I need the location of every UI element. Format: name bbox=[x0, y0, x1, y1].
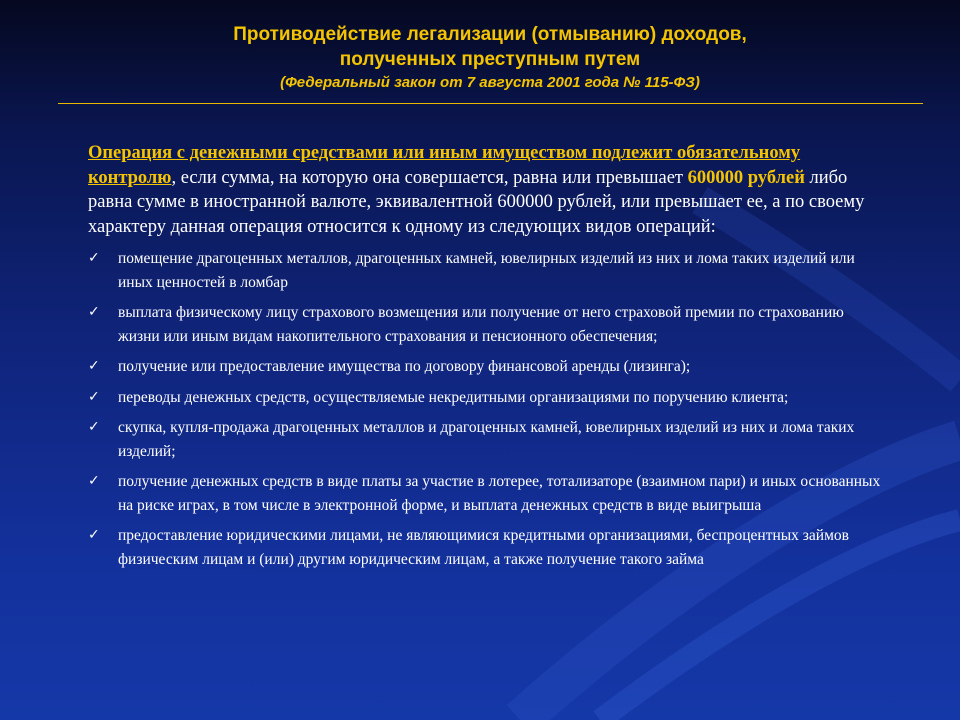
slide-title bbox=[60, 22, 920, 93]
list-item-text: переводы денежных средств, осуществляемые некредитными организациями по поручению клиента; bbox=[118, 388, 789, 406]
checkmark-icon: ✓ bbox=[88, 304, 100, 320]
list-item bbox=[88, 470, 888, 517]
list-item bbox=[88, 386, 888, 410]
checkmark-icon: ✓ bbox=[88, 473, 100, 489]
intro-amount: 600000 рублей bbox=[687, 167, 805, 188]
intro-paragraph bbox=[88, 141, 888, 239]
checkmark-icon: ✓ bbox=[88, 388, 100, 405]
list-item bbox=[88, 524, 888, 571]
list-item-text: предоставление юридическими лицами, не являющимися кредитными организациями, беспроцентных займов физическим лицам и (или) другим юридическим лицам, а также получение такого займа bbox=[118, 527, 849, 568]
title-line-2: полученных преступным путем bbox=[339, 49, 641, 70]
list-item bbox=[88, 301, 888, 348]
operations-list bbox=[88, 247, 888, 571]
list-item-text: выплата физическому лицу страхового возмещения или получение от него страховой премии по страхованию жизни или иным видам накопительного страхования и пенсионного обеспечения; bbox=[118, 304, 844, 345]
list-item-text: скупка, купля-продажа драгоценных металлов и драгоценных камней, ювелирных изделий из них и лома таких изделий; bbox=[118, 419, 855, 460]
list-item bbox=[88, 416, 888, 463]
title-line-1: Противодействие легализации (отмыванию) доходов, bbox=[233, 24, 747, 45]
checkmark-icon: ✓ bbox=[88, 527, 100, 543]
checkmark-icon: ✓ bbox=[88, 419, 100, 435]
list-item-text: получение денежных средств в виде платы за участие в лотерее, тотализаторе (взаимном пари) и иных основанных на риске играх, в том числе в электронной форме, и выплата денежных средств в виде выигрыша bbox=[118, 473, 881, 514]
intro-highlight: Операция с денежными средствами или иным имуществом подлежит обязательному контролю bbox=[88, 143, 801, 188]
slide-content bbox=[88, 141, 888, 578]
title-divider bbox=[58, 103, 923, 104]
list-item-text: помещение драгоценных металлов, драгоценных камней, ювелирных изделий из них и лома таких изделий или иных ценностей в ломбар bbox=[118, 250, 855, 291]
checkmark-icon: ✓ bbox=[88, 250, 100, 266]
list-item bbox=[88, 355, 888, 379]
checkmark-icon: ✓ bbox=[88, 358, 100, 374]
intro-text-2: либо равна сумме в иностранной валюте, эквивалентной 600000 рублей, или превышает ее, а по своему характеру данная операция относится к одному из следующих видов операций: bbox=[88, 167, 865, 237]
list-item bbox=[88, 247, 888, 294]
list-item-text: получение или предоставление имущества по договору финансовой аренды (лизинга); bbox=[118, 358, 691, 375]
intro-text-1: , если сумма, на которую она совершается, равна или превышает bbox=[171, 167, 688, 188]
title-subtitle: (Федеральный закон от 7 августа 2001 года № 115-ФЗ) bbox=[280, 74, 700, 91]
